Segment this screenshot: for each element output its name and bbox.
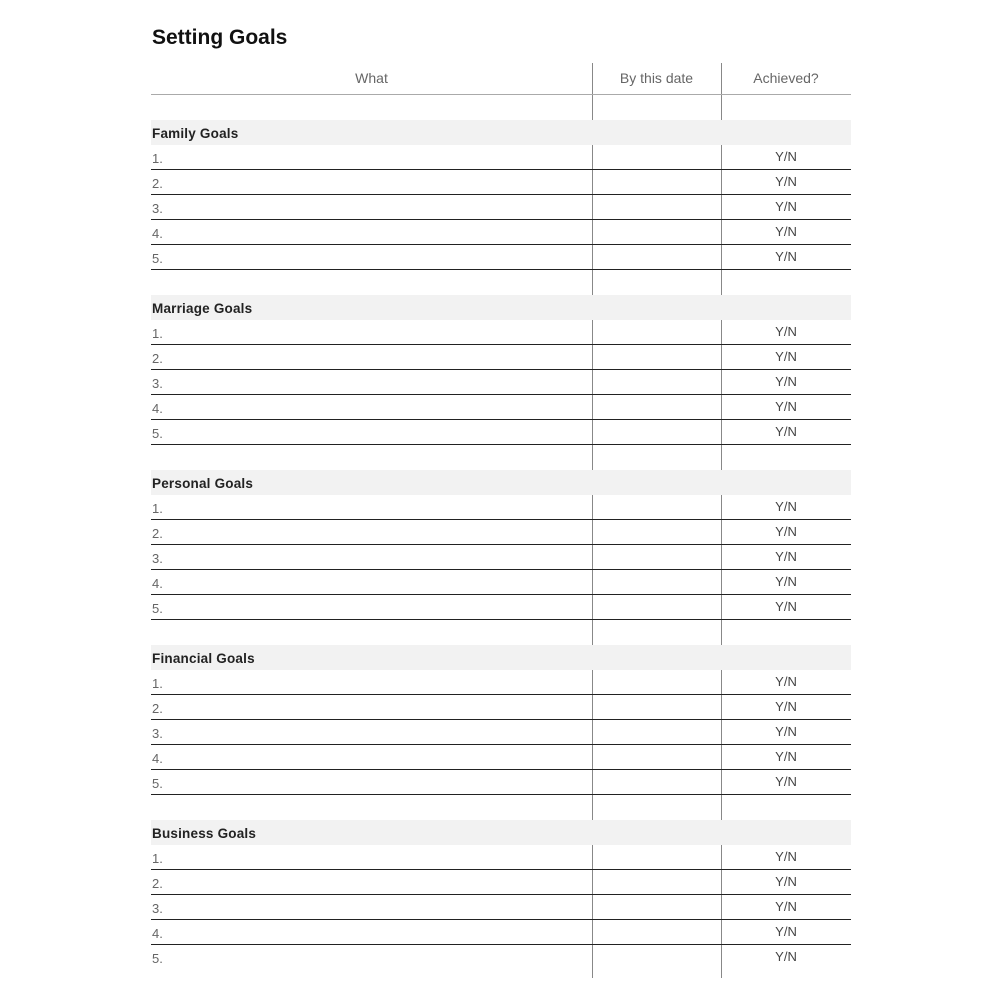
section-header bbox=[151, 120, 851, 145]
goal-row[interactable] bbox=[151, 695, 851, 720]
goal-number: 2. bbox=[152, 876, 163, 891]
goal-row[interactable] bbox=[151, 895, 851, 920]
section-header bbox=[151, 645, 851, 670]
section-header bbox=[151, 820, 851, 845]
goal-row[interactable] bbox=[151, 170, 851, 195]
achieved-yn[interactable]: Y/N bbox=[775, 599, 797, 614]
section-title: Personal Goals bbox=[152, 476, 254, 491]
section-header bbox=[151, 470, 851, 495]
goal-row[interactable] bbox=[151, 870, 851, 895]
goal-row[interactable] bbox=[151, 670, 851, 695]
achieved-yn[interactable]: Y/N bbox=[775, 849, 797, 864]
goals-table bbox=[151, 63, 851, 969]
section-spacer bbox=[151, 620, 851, 645]
goal-number: 1. bbox=[152, 676, 163, 691]
goal-row[interactable] bbox=[151, 345, 851, 370]
goal-number: 3. bbox=[152, 201, 163, 216]
goal-section bbox=[151, 795, 851, 969]
column-header-what: What bbox=[355, 70, 388, 86]
goal-number: 1. bbox=[152, 326, 163, 341]
achieved-yn[interactable]: Y/N bbox=[775, 899, 797, 914]
achieved-yn[interactable]: Y/N bbox=[775, 749, 797, 764]
goal-row[interactable] bbox=[151, 195, 851, 220]
achieved-yn[interactable]: Y/N bbox=[775, 549, 797, 564]
goal-row[interactable] bbox=[151, 220, 851, 245]
section-title: Business Goals bbox=[152, 826, 257, 841]
goal-number: 3. bbox=[152, 726, 163, 741]
goal-row[interactable] bbox=[151, 245, 851, 270]
goal-number: 5. bbox=[152, 601, 163, 616]
goal-number: 2. bbox=[152, 701, 163, 716]
goal-row[interactable] bbox=[151, 595, 851, 620]
goal-number: 3. bbox=[152, 551, 163, 566]
achieved-yn[interactable]: Y/N bbox=[775, 874, 797, 889]
goal-row[interactable] bbox=[151, 370, 851, 395]
goal-row[interactable] bbox=[151, 420, 851, 445]
achieved-yn[interactable]: Y/N bbox=[775, 724, 797, 739]
goal-number: 1. bbox=[152, 851, 163, 866]
goal-number: 4. bbox=[152, 926, 163, 941]
achieved-yn[interactable]: Y/N bbox=[775, 324, 797, 339]
achieved-yn[interactable]: Y/N bbox=[775, 249, 797, 264]
goal-number: 4. bbox=[152, 576, 163, 591]
column-header-achieved: Achieved? bbox=[753, 70, 819, 86]
goal-row[interactable] bbox=[151, 145, 851, 170]
achieved-yn[interactable]: Y/N bbox=[775, 149, 797, 164]
goal-row[interactable] bbox=[151, 395, 851, 420]
goal-row[interactable] bbox=[151, 570, 851, 595]
achieved-yn[interactable]: Y/N bbox=[775, 399, 797, 414]
achieved-yn[interactable]: Y/N bbox=[775, 674, 797, 689]
goal-row[interactable] bbox=[151, 720, 851, 745]
section-title: Marriage Goals bbox=[152, 301, 253, 316]
goal-row[interactable] bbox=[151, 770, 851, 795]
goal-number: 1. bbox=[152, 151, 163, 166]
goal-number: 5. bbox=[152, 426, 163, 441]
goal-number: 5. bbox=[152, 951, 163, 966]
achieved-yn[interactable]: Y/N bbox=[775, 424, 797, 439]
achieved-yn[interactable]: Y/N bbox=[775, 174, 797, 189]
goal-row[interactable] bbox=[151, 495, 851, 520]
section-header bbox=[151, 295, 851, 320]
achieved-yn[interactable]: Y/N bbox=[775, 924, 797, 939]
section-spacer bbox=[151, 270, 851, 295]
section-spacer bbox=[151, 445, 851, 470]
goal-number: 4. bbox=[152, 751, 163, 766]
goal-number: 5. bbox=[152, 251, 163, 266]
goal-row[interactable] bbox=[151, 745, 851, 770]
goal-row[interactable] bbox=[151, 320, 851, 345]
table-header bbox=[151, 63, 851, 95]
section-title: Financial Goals bbox=[152, 651, 255, 666]
goal-number: 2. bbox=[152, 351, 163, 366]
achieved-yn[interactable]: Y/N bbox=[775, 199, 797, 214]
achieved-yn[interactable]: Y/N bbox=[775, 224, 797, 239]
achieved-yn[interactable]: Y/N bbox=[775, 524, 797, 539]
goal-number: 1. bbox=[152, 501, 163, 516]
section-spacer bbox=[151, 95, 851, 120]
goal-section bbox=[151, 620, 851, 795]
achieved-yn[interactable]: Y/N bbox=[775, 374, 797, 389]
section-title: Family Goals bbox=[152, 126, 239, 141]
achieved-yn[interactable]: Y/N bbox=[775, 574, 797, 589]
achieved-yn[interactable]: Y/N bbox=[775, 499, 797, 514]
goal-row[interactable] bbox=[151, 520, 851, 545]
achieved-yn[interactable]: Y/N bbox=[775, 699, 797, 714]
section-spacer bbox=[151, 795, 851, 820]
goal-sections bbox=[151, 95, 851, 969]
page-title: Setting Goals bbox=[152, 26, 288, 49]
column-header-by-date: By this date bbox=[619, 70, 694, 86]
goal-number: 3. bbox=[152, 376, 163, 391]
goal-row[interactable] bbox=[151, 920, 851, 945]
goal-number: 2. bbox=[152, 176, 163, 191]
goal-number: 4. bbox=[152, 226, 163, 241]
goal-section bbox=[151, 95, 851, 270]
goal-row[interactable] bbox=[151, 545, 851, 570]
achieved-yn[interactable]: Y/N bbox=[775, 774, 797, 789]
achieved-yn[interactable]: Y/N bbox=[775, 349, 797, 364]
goal-number: 2. bbox=[152, 526, 163, 541]
goal-section bbox=[151, 270, 851, 445]
goal-number: 5. bbox=[152, 776, 163, 791]
goal-row[interactable] bbox=[151, 945, 851, 969]
goal-number: 3. bbox=[152, 901, 163, 916]
goal-row[interactable] bbox=[151, 845, 851, 870]
goal-number: 4. bbox=[152, 401, 163, 416]
achieved-yn[interactable]: Y/N bbox=[775, 949, 797, 964]
goal-section bbox=[151, 445, 851, 620]
